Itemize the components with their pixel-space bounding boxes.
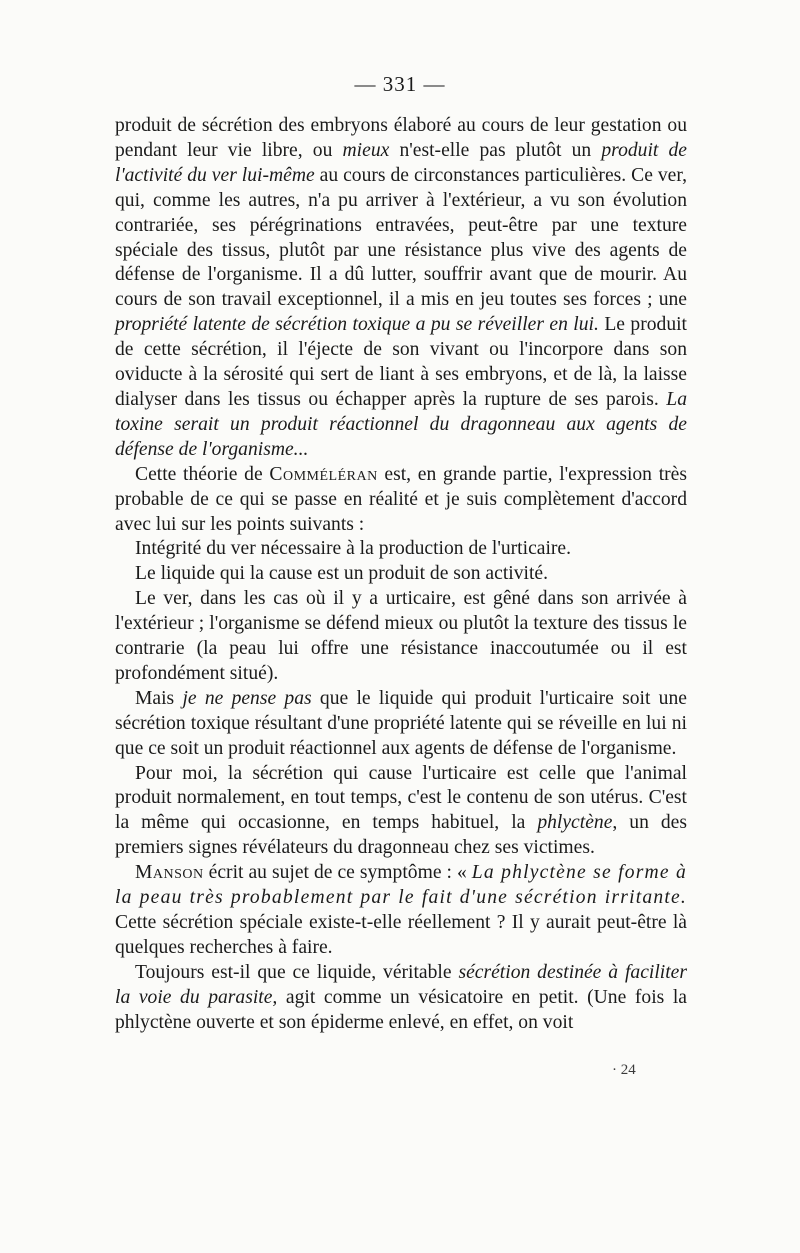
text-segment: Le liquide qui la cause est un produit de son activité. — [135, 563, 548, 585]
text-segment: agit comme un vésicatoire en petit. (Une fois la phlyctène ouverte et son épiderme enlevé, en effet, on voit — [115, 986, 687, 1033]
italic-text: La toxine serait un produit réactionnel du dragonneau aux agents de défense de l'organisme... — [115, 388, 687, 460]
paragraph — [115, 537, 687, 562]
italic-text: mieux — [342, 139, 390, 161]
text-segment: Mais — [135, 687, 183, 709]
text-segment: Le produit de cette sécrétion, il l'éjecte de son vivant ou l'incorpore dans son oviducte à la sérosité qui sert de liant à ses embryons, et de là, la laisse dialyser dans les tissus ou échapper après la rupture de ses parois. — [115, 314, 688, 410]
body-text — [115, 114, 687, 1036]
italic-text: propriété latente de sécrétion toxique a pu se réveiller en lui. — [115, 314, 599, 336]
author-name: Manson — [135, 862, 204, 884]
text-segment: est, en grande partie, l'expression très probable de ce qui se passe en réalité et je suis complètement d'accord avec lui sur les points suivants : — [115, 463, 687, 535]
printer-signature-mark: · 24 — [612, 1062, 636, 1078]
paragraph — [115, 961, 687, 1036]
text-segment: , un des premiers signes révélateurs du dragonneau chez ses victimes. — [115, 812, 687, 859]
author-name: Comméléran — [269, 463, 378, 485]
text-segment: Le ver, dans les cas où il y a urticaire, est gêné dans son arrivée à l'extérieur ; l'organisme se défend mieux ou plutôt la texture des tissus le contrarie (la peau lui offre une résistance inaccoutumée ou il est profondément situé). — [115, 588, 687, 684]
paragraph — [115, 587, 687, 687]
paragraph — [115, 861, 687, 961]
text-segment: Cette sécrétion spéciale existe-t-elle réellement ? Il y aurait peut-être là quelques recherches à faire. — [115, 912, 687, 958]
text-segment: produit de sécrétion des embryons élaboré au cours de leur gestation ou pendant leur vie libre, ou — [115, 115, 687, 161]
text-segment: n'est-elle pas plutôt un — [389, 139, 602, 161]
text-segment: Intégrité du ver nécessaire à la production de l'urticaire. — [135, 538, 572, 560]
text-segment: écrit au sujet de ce symptôme : « — [203, 862, 472, 884]
paragraph — [115, 114, 687, 463]
text-segment: que le liquide qui produit l'urticaire soit une sécrétion toxique résultant d'une propriété latente qui se réveille en lui ni que ce soit un produit réactionnel aux agents de défense de l'organisme. — [115, 687, 687, 759]
italic-text: phlyctène — [537, 812, 613, 834]
text-segment: Pour moi, la sécrétion qui cause l'urticaire est celle que l'animal produit normalement, en tout temps, c'est le contenu de son utérus. C'est la même qui occasionne, en temps habituel, la — [115, 762, 687, 834]
text-segment: Cette théorie de — [135, 463, 270, 485]
paragraph — [115, 762, 687, 862]
page-number: — 331 — — [354, 72, 446, 96]
paragraph — [115, 562, 687, 587]
italic-text: La phlyctène se forme à la peau très probablement par le fait d'une sécrétion irritante. — [115, 862, 687, 909]
paragraph — [115, 687, 687, 762]
italic-text: sécrétion destinée à faciliter la voie du parasite, — [115, 961, 687, 1008]
text-segment: Toujours est-il que ce liquide, véritable — [135, 961, 459, 983]
paragraph — [115, 463, 687, 538]
text-segment: au cours de circonstances particulières. Ce ver, qui, comme les autres, n'a pu arriver à l'extérieur, a vu son évolution contrariée, ses pérégrinations entravées, peut-être par une texture spéciale des tissus, plutôt par une résistance plus vive des agents de défense de l'organisme. Il a dû lutter, souffrir avant que de mourir. Au cours de son travail exceptionnel, il a mis en jeu toutes ses forces ; une — [115, 164, 687, 311]
italic-text: je ne pense pas — [182, 687, 312, 709]
italic-text: produit de l'activité du ver lui-même — [115, 139, 687, 186]
